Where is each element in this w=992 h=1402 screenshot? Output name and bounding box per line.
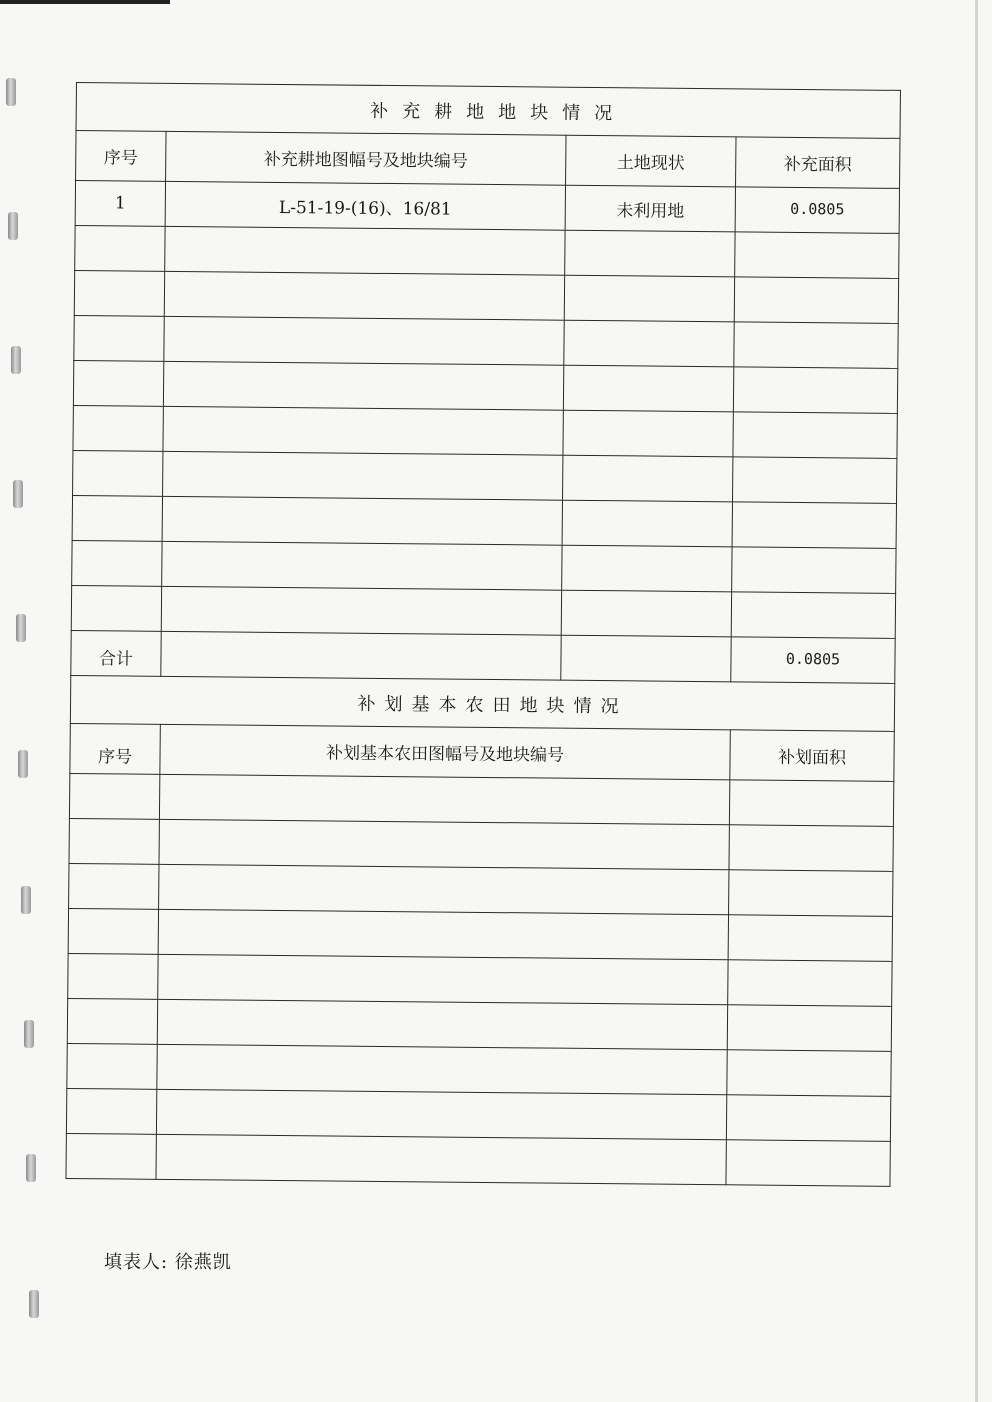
empty-cell [727,1050,891,1097]
empty-cell [158,909,728,959]
empty-cell [162,496,562,545]
empty-cell [164,316,564,365]
empty-cell [159,774,729,824]
binder-hole [24,1020,34,1048]
empty-cell [69,818,159,864]
binder-hole [26,1154,36,1182]
empty-cell [66,1133,156,1179]
table-row [74,315,898,368]
table-row [71,585,895,638]
table-row [72,495,896,548]
section2-title: 补划基本农田地块情况 [70,675,894,731]
empty-cell [734,322,898,369]
empty-cell [163,361,563,410]
total-label: 合计 [71,630,161,676]
empty-cell [68,953,158,999]
section1-header-row [76,131,900,189]
empty-cell [157,999,727,1049]
empty-cell [727,1005,891,1052]
empty-cell [68,908,158,954]
empty-cell [733,457,897,504]
empty-cell [565,230,735,277]
table-row [74,270,898,323]
empty-cell [733,412,897,459]
empty-cell [726,1140,890,1187]
table-row [75,225,899,278]
table-row [66,1133,890,1186]
table-row [69,863,893,916]
empty-cell [157,1044,727,1094]
empty-cell [67,1043,157,1089]
empty-cell [156,1134,726,1184]
form-sheet [65,82,899,1187]
header-seq: 序号 [76,131,166,182]
empty-cell [731,592,895,639]
empty-cell [163,406,563,455]
total-row [71,630,895,683]
binder-hole [13,480,23,508]
empty-cell [161,631,561,680]
empty-cell [735,232,899,279]
empty-cell [563,410,733,457]
binder-hole [18,750,28,778]
empty-cell [67,998,157,1044]
empty-cell [164,271,564,320]
total-area: 0.0805 [731,637,895,684]
empty-cell [562,545,732,592]
table-row [73,450,897,503]
header-map-no: 补划基本农田图幅号及地块编号 [160,724,730,779]
empty-cell [161,586,561,635]
empty-cell [561,590,731,637]
empty-cell [73,405,163,451]
scan-top-edge [0,0,170,4]
empty-cell [564,275,734,322]
header-map-no: 补充耕地图幅号及地块编号 [166,131,566,185]
land-form-table [65,82,900,1187]
empty-cell [561,635,731,682]
form-filler [104,1248,232,1274]
empty-cell [72,495,162,541]
empty-cell [156,1089,726,1139]
table-row [69,818,893,871]
section2-header-row [70,723,894,781]
table-row [68,908,892,961]
empty-cell [71,585,161,631]
empty-cell [73,360,163,406]
cell-area: 0.0805 [735,187,899,234]
empty-cell [726,1095,890,1142]
cell-land-status: 未利用地 [565,185,735,232]
empty-cell [159,819,729,869]
table-row [67,1043,891,1096]
empty-cell [74,270,164,316]
section1-title-row [76,83,900,139]
empty-cell [69,863,159,909]
empty-cell [729,870,893,917]
cell-seq: 1 [75,181,165,227]
header-seq: 序号 [70,723,160,774]
empty-cell [163,451,563,500]
header-area: 补划面积 [730,730,894,782]
header-land-status: 土地现状 [566,135,736,187]
empty-cell [563,365,733,412]
table-row [73,360,897,413]
cell-map-no: L-51-19-(16)、16/81 [165,181,565,230]
empty-cell [159,864,729,914]
empty-cell [66,1088,156,1134]
table-row [67,998,891,1051]
table-row [69,773,893,826]
filler-label: 填表人: [104,1252,169,1273]
scan-right-edge [975,0,978,1402]
binder-hole [21,886,31,914]
binder-hole [29,1290,39,1318]
empty-cell [728,960,892,1007]
table-row [68,953,892,1006]
empty-cell [72,540,162,586]
section2-title-row [70,675,894,731]
empty-cell [728,915,892,962]
empty-cell [732,547,896,594]
empty-cell [732,502,896,549]
empty-cell [75,225,165,271]
binder-hole [11,346,21,374]
empty-cell [734,277,898,324]
empty-cell [562,500,732,547]
binder-hole [8,212,18,240]
empty-cell [158,954,728,1004]
empty-cell [564,320,734,367]
table-row [73,405,897,458]
empty-cell [733,367,897,414]
section1-title: 补充耕地地块情况 [76,83,900,139]
empty-cell [74,315,164,361]
table-row [72,540,896,593]
table-row [75,181,899,234]
header-area: 补充面积 [736,137,900,189]
empty-cell [165,226,565,275]
empty-cell [563,455,733,502]
binder-hole [16,614,26,642]
binder-hole [6,78,16,106]
empty-cell [729,780,893,827]
empty-cell [73,450,163,496]
empty-cell [162,541,562,590]
empty-cell [69,773,159,819]
filler-name: 徐燕凯 [174,1252,232,1273]
empty-cell [729,825,893,872]
table-row [66,1088,890,1141]
